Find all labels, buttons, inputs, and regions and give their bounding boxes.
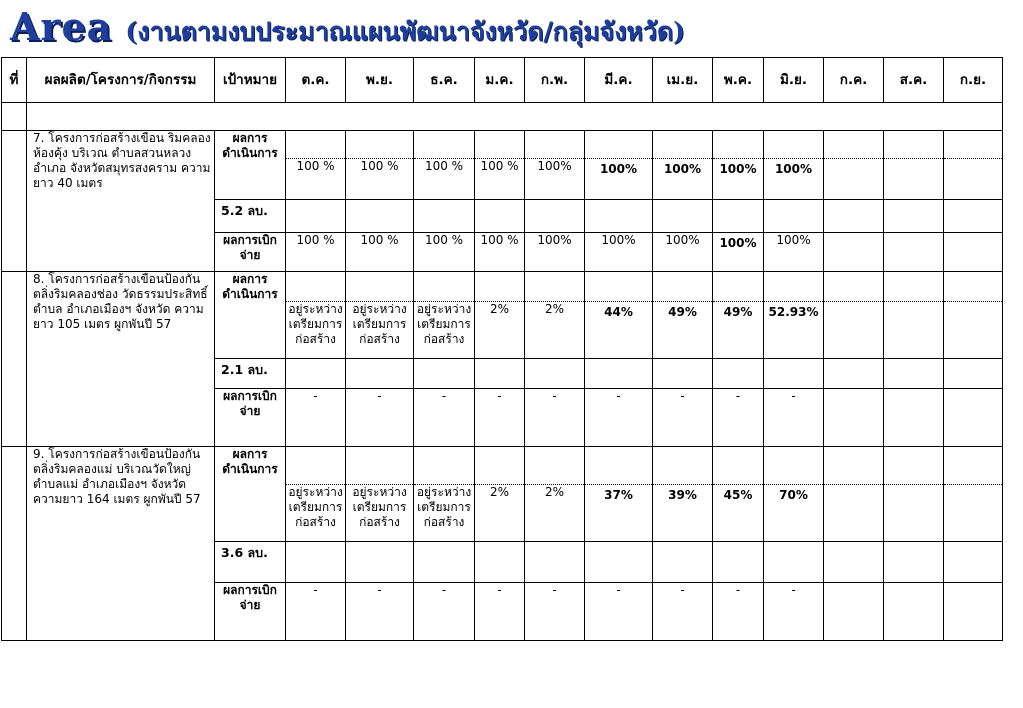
- header-month: พ.ค.: [713, 58, 764, 103]
- project-row: [2, 272, 1003, 302]
- disbursement-value-cell: -: [525, 583, 585, 641]
- month-cell: [824, 272, 884, 302]
- op-value-cell: 2%: [525, 485, 585, 542]
- header-target: เป้าหมาย: [215, 58, 286, 103]
- disbursement-value-cell: [884, 583, 944, 641]
- op-value-cell: 49%: [713, 302, 764, 359]
- disbursement-value-cell: -: [414, 389, 475, 447]
- op-value-cell: [824, 302, 884, 359]
- month-cell: [764, 272, 824, 302]
- month-cell: [653, 131, 713, 159]
- month-cell: [286, 272, 346, 302]
- month-cell: [713, 131, 764, 159]
- month-cell: [944, 359, 1003, 389]
- project-name: 8. โครงการก่อสร้างเขื่อนป้องกันตลิ่งริมคลองช่อง วัดธรรมประสิทธิ์ ตำบล อำเภอเมืองฯ จังหวัด ความยาว 105 เมตร ผูกพันปี 57: [27, 272, 215, 447]
- disbursement-label: ผลการเบิกจ่าย: [215, 583, 286, 641]
- month-cell: [346, 272, 414, 302]
- month-cell: [286, 131, 346, 159]
- disbursement-value-cell: [944, 389, 1003, 447]
- month-cell: [414, 272, 475, 302]
- page-title: [10, 4, 685, 50]
- disbursement-label: ผลการเบิกจ่าย: [215, 389, 286, 447]
- month-cell: [764, 542, 824, 583]
- disbursement-value-cell: -: [414, 583, 475, 641]
- month-cell: [346, 200, 414, 233]
- op-value-cell: 2%: [475, 485, 525, 542]
- month-cell: [414, 542, 475, 583]
- disbursement-value-cell: -: [585, 583, 653, 641]
- header-month: ก.พ.: [525, 58, 585, 103]
- month-cell: [824, 542, 884, 583]
- header-month: ม.ค.: [475, 58, 525, 103]
- disbursement-value-cell: 100%: [653, 233, 713, 272]
- disbursement-value-cell: -: [653, 389, 713, 447]
- header-month: มี.ค.: [585, 58, 653, 103]
- op-value-cell: 2%: [475, 302, 525, 359]
- month-cell: [653, 272, 713, 302]
- month-cell: [475, 447, 525, 485]
- op-value-cell: 52.93%: [764, 302, 824, 359]
- op-value-cell: 100%: [713, 159, 764, 200]
- month-cell: [346, 542, 414, 583]
- disbursement-value-cell: -: [286, 389, 346, 447]
- op-value-cell: อยู่ระหว่างเตรียมการก่อสร้าง: [346, 485, 414, 542]
- month-cell: [525, 272, 585, 302]
- month-cell: [884, 359, 944, 389]
- month-cell: [764, 359, 824, 389]
- disbursement-value-cell: [884, 389, 944, 447]
- budget-value: 2.1 ลบ.: [215, 359, 286, 389]
- op-result-label: ผลการดำเนินการ: [215, 272, 286, 359]
- disbursement-value-cell: [884, 233, 944, 272]
- month-cell: [884, 131, 944, 159]
- month-cell: [713, 542, 764, 583]
- op-value-cell: 100 %: [346, 159, 414, 200]
- op-value-cell: [824, 485, 884, 542]
- op-value-cell: อยู่ระหว่างเตรียมการก่อสร้าง: [414, 485, 475, 542]
- header-month: ก.ย.: [944, 58, 1003, 103]
- op-value-cell: 44%: [585, 302, 653, 359]
- month-cell: [475, 200, 525, 233]
- header-row: [2, 58, 1003, 103]
- header-month: ต.ค.: [286, 58, 346, 103]
- month-cell: [286, 200, 346, 233]
- month-cell: [824, 131, 884, 159]
- disbursement-value-cell: [944, 233, 1003, 272]
- op-value-cell: อยู่ระหว่างเตรียมการก่อสร้าง: [286, 485, 346, 542]
- op-value-cell: [884, 485, 944, 542]
- header-product: ผลผลิต/โครงการ/กิจกรรม: [27, 58, 215, 103]
- header-month: เม.ย.: [653, 58, 713, 103]
- spacer-row: [2, 103, 1003, 131]
- op-result-label: ผลการดำเนินการ: [215, 447, 286, 542]
- disbursement-value-cell: -: [764, 583, 824, 641]
- month-cell: [653, 359, 713, 389]
- title-subtitle: (งานตามงบประมาณแผนพัฒนาจังหวัด/กลุ่มจังหวัด): [125, 17, 685, 46]
- disbursement-value-cell: [944, 583, 1003, 641]
- op-value-cell: 100%: [585, 159, 653, 200]
- op-value-cell: 100%: [764, 159, 824, 200]
- title-main: Area: [10, 4, 113, 49]
- month-cell: [944, 272, 1003, 302]
- plan-table: [1, 57, 1003, 641]
- month-cell: [346, 131, 414, 159]
- month-cell: [414, 447, 475, 485]
- month-cell: [884, 447, 944, 485]
- disbursement-value-cell: 100 %: [286, 233, 346, 272]
- op-value-cell: [884, 159, 944, 200]
- disbursement-value-cell: -: [764, 389, 824, 447]
- disbursement-value-cell: 100 %: [475, 233, 525, 272]
- disbursement-value-cell: 100 %: [346, 233, 414, 272]
- disbursement-value-cell: -: [525, 389, 585, 447]
- month-cell: [475, 359, 525, 389]
- op-value-cell: [944, 302, 1003, 359]
- disbursement-value-cell: -: [286, 583, 346, 641]
- row-no-cell: [2, 131, 27, 272]
- month-cell: [944, 447, 1003, 485]
- month-cell: [475, 131, 525, 159]
- header-month: ก.ค.: [824, 58, 884, 103]
- month-cell: [286, 542, 346, 583]
- month-cell: [764, 200, 824, 233]
- month-cell: [286, 359, 346, 389]
- disbursement-value-cell: 100%: [585, 233, 653, 272]
- month-cell: [944, 131, 1003, 159]
- header-month: มิ.ย.: [764, 58, 824, 103]
- row-no-cell: [2, 447, 27, 641]
- disbursement-value-cell: [824, 233, 884, 272]
- op-value-cell: 100%: [525, 159, 585, 200]
- month-cell: [525, 200, 585, 233]
- month-cell: [414, 359, 475, 389]
- header-month: ธ.ค.: [414, 58, 475, 103]
- op-value-cell: อยู่ระหว่างเตรียมการก่อสร้าง: [346, 302, 414, 359]
- month-cell: [713, 359, 764, 389]
- spacer-cell: [27, 103, 1003, 131]
- op-value-cell: 37%: [585, 485, 653, 542]
- op-value-cell: 45%: [713, 485, 764, 542]
- month-cell: [944, 542, 1003, 583]
- month-cell: [585, 200, 653, 233]
- disbursement-value-cell: 100%: [713, 233, 764, 272]
- month-cell: [346, 447, 414, 485]
- disbursement-value-cell: 100 %: [414, 233, 475, 272]
- month-cell: [525, 542, 585, 583]
- disbursement-value-cell: -: [653, 583, 713, 641]
- op-result-label: ผลการดำเนินการ: [215, 131, 286, 200]
- month-cell: [764, 447, 824, 485]
- month-cell: [414, 200, 475, 233]
- month-cell: [824, 359, 884, 389]
- op-value-cell: อยู่ระหว่างเตรียมการก่อสร้าง: [414, 302, 475, 359]
- project-name: 9. โครงการก่อสร้างเขื่อนป้องกันตลิ่งริมคลองแม่ บริเวณวัดใหญ่ ตำบลแม่ อำเภอเมืองฯ จังหวัด ความยาว 164 เมตร ผูกพันปี 57: [27, 447, 215, 641]
- month-cell: [884, 542, 944, 583]
- header-no: ที่: [2, 58, 27, 103]
- month-cell: [824, 200, 884, 233]
- month-cell: [884, 200, 944, 233]
- op-value-cell: 100 %: [286, 159, 346, 200]
- project-name: 7. โครงการก่อสร้างเขื่อน ริมคลองห้องคุ้ง บริเวณ ตำบลสวนหลวง อำเภอ จังหวัดสมุทรสงคราม ความยาว 40 เมตร: [27, 131, 215, 272]
- month-cell: [414, 131, 475, 159]
- month-cell: [475, 272, 525, 302]
- disbursement-value-cell: -: [585, 389, 653, 447]
- op-value-cell: [884, 302, 944, 359]
- disbursement-value-cell: -: [346, 389, 414, 447]
- month-cell: [585, 542, 653, 583]
- op-value-cell: 2%: [525, 302, 585, 359]
- month-cell: [764, 131, 824, 159]
- project-row: [2, 131, 1003, 159]
- month-cell: [824, 447, 884, 485]
- disbursement-value-cell: [824, 583, 884, 641]
- month-cell: [585, 359, 653, 389]
- month-cell: [713, 272, 764, 302]
- month-cell: [525, 359, 585, 389]
- disbursement-value-cell: 100%: [525, 233, 585, 272]
- op-value-cell: 100%: [653, 159, 713, 200]
- disbursement-value-cell: -: [475, 583, 525, 641]
- header-month: พ.ย.: [346, 58, 414, 103]
- op-value-cell: อยู่ระหว่างเตรียมการก่อสร้าง: [286, 302, 346, 359]
- disbursement-label: ผลการเบิกจ่าย: [215, 233, 286, 272]
- budget-value: 5.2 ลบ.: [215, 200, 286, 233]
- month-cell: [585, 447, 653, 485]
- month-cell: [944, 200, 1003, 233]
- month-cell: [525, 131, 585, 159]
- month-cell: [653, 447, 713, 485]
- month-cell: [286, 447, 346, 485]
- op-value-cell: 100 %: [414, 159, 475, 200]
- op-value-cell: [944, 485, 1003, 542]
- spacer-cell: [2, 103, 27, 131]
- month-cell: [585, 272, 653, 302]
- op-value-cell: 39%: [653, 485, 713, 542]
- op-value-cell: 100 %: [475, 159, 525, 200]
- op-value-cell: 70%: [764, 485, 824, 542]
- month-cell: [713, 200, 764, 233]
- month-cell: [884, 272, 944, 302]
- header-month: ส.ค.: [884, 58, 944, 103]
- disbursement-value-cell: -: [475, 389, 525, 447]
- disbursement-value-cell: -: [346, 583, 414, 641]
- month-cell: [525, 447, 585, 485]
- month-cell: [713, 447, 764, 485]
- disbursement-value-cell: -: [713, 389, 764, 447]
- month-cell: [475, 542, 525, 583]
- project-row: [2, 447, 1003, 485]
- op-value-cell: [824, 159, 884, 200]
- op-value-cell: [944, 159, 1003, 200]
- budget-value: 3.6 ลบ.: [215, 542, 286, 583]
- month-cell: [653, 542, 713, 583]
- op-value-cell: 49%: [653, 302, 713, 359]
- month-cell: [346, 359, 414, 389]
- disbursement-value-cell: 100%: [764, 233, 824, 272]
- month-cell: [653, 200, 713, 233]
- disbursement-value-cell: [824, 389, 884, 447]
- month-cell: [585, 131, 653, 159]
- disbursement-value-cell: -: [713, 583, 764, 641]
- row-no-cell: [2, 272, 27, 447]
